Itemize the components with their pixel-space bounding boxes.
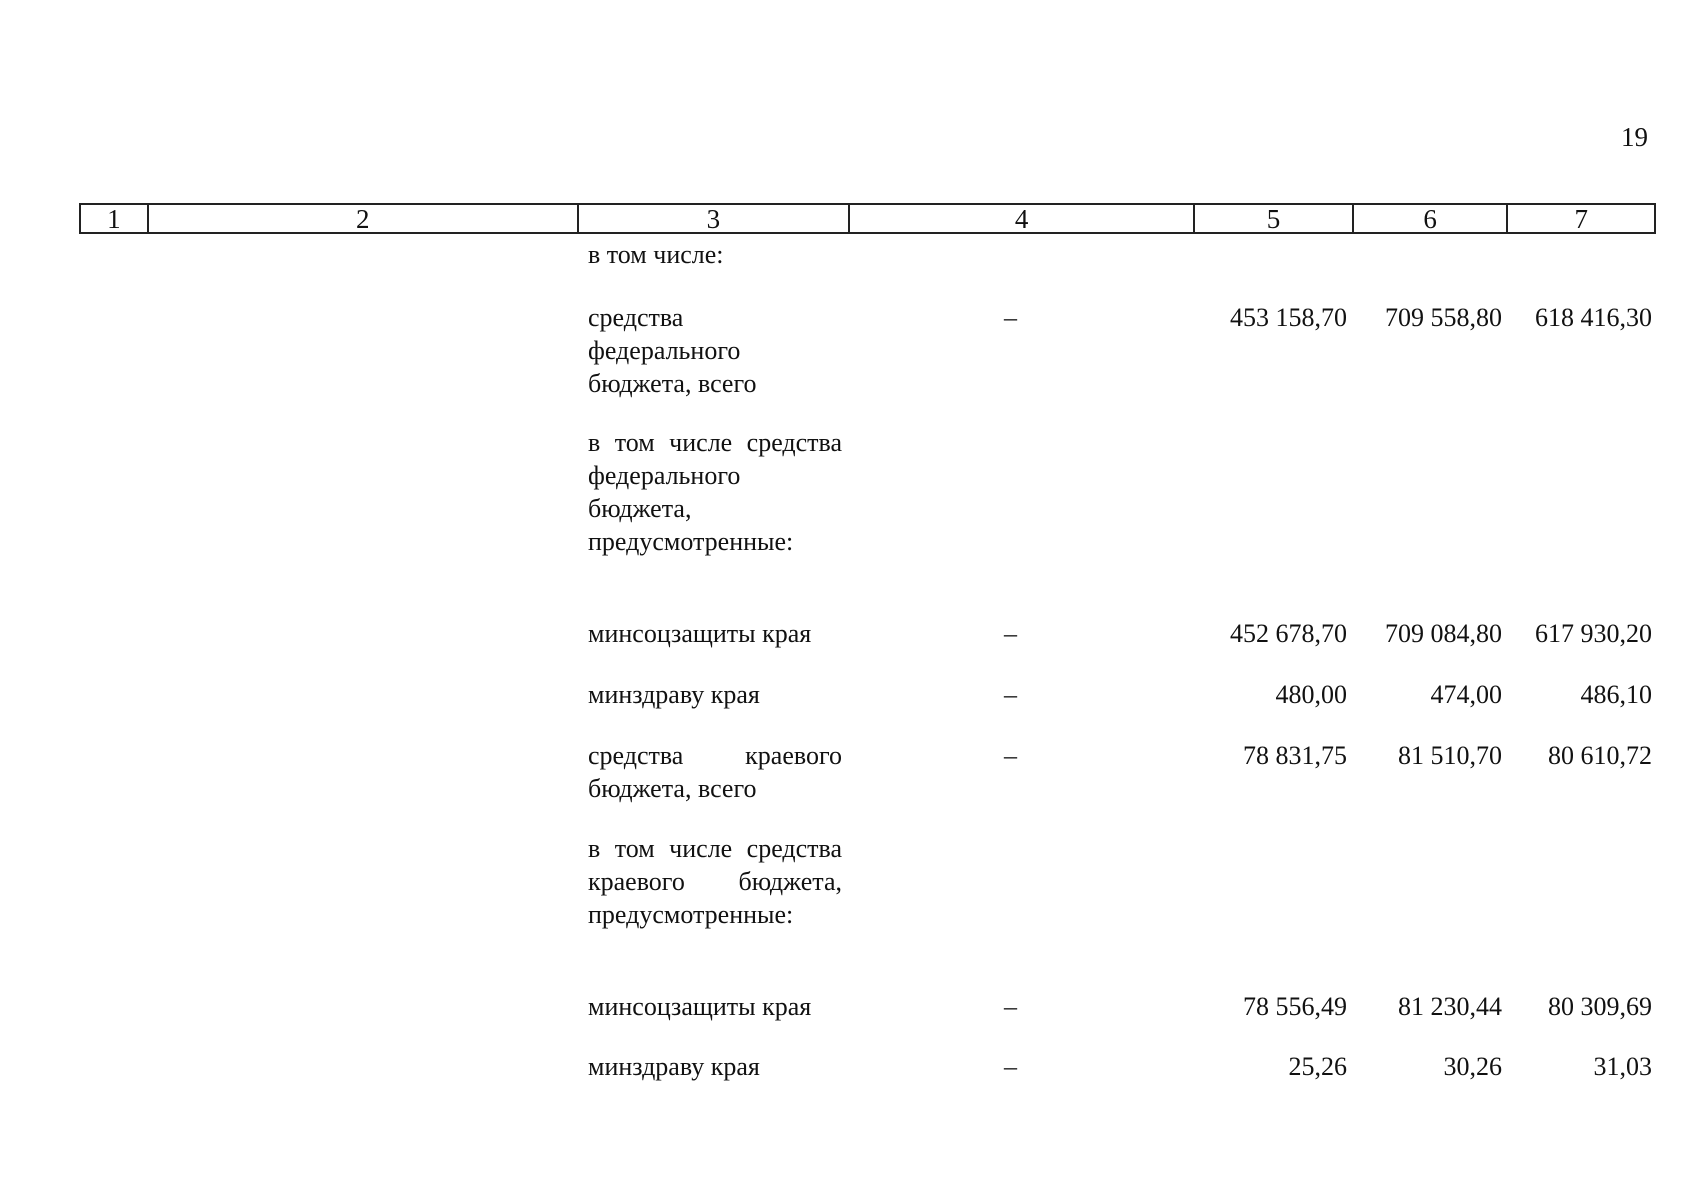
column-number-1: 1	[81, 205, 149, 232]
column-5-value: 25,26	[1288, 1052, 1347, 1081]
column-6-value: 81 510,70	[1398, 741, 1502, 770]
column-number-7: 7	[1574, 204, 1588, 234]
row-label: средства федерального бюджета, всего	[588, 303, 757, 398]
row-label: минздраву края	[588, 1052, 760, 1081]
row-label: в том числе средства федерального бюджета, предусмотренные:	[588, 428, 842, 556]
column-4-value: –	[1004, 741, 1017, 770]
column-number-3: 3	[579, 205, 850, 232]
column-number-2: 2	[149, 205, 579, 232]
row-label: в том числе:	[588, 240, 724, 269]
column-6-value: 709 558,80	[1385, 303, 1502, 332]
column-5-value: 78 556,49	[1243, 992, 1347, 1021]
column-5-value: 78 831,75	[1243, 741, 1347, 770]
column-6-value: 474,00	[1430, 680, 1502, 709]
column-number-5: 5	[1195, 205, 1354, 232]
column-5-value: 452 678,70	[1230, 619, 1347, 648]
row-label: минздраву края	[588, 680, 760, 709]
column-number-6: 6	[1354, 205, 1509, 232]
column-4-value: –	[1004, 992, 1017, 1021]
column-7-value: 31,03	[1593, 1052, 1652, 1081]
column-6-value: 81 230,44	[1398, 992, 1502, 1021]
column-7-value: 80 610,72	[1548, 741, 1652, 770]
column-4-value: –	[1004, 1052, 1017, 1081]
row-label: в том числе средства краевого бюджета, предусмотренные:	[588, 834, 842, 929]
row-label: минсоцзащиты края	[588, 992, 812, 1021]
column-6-value: 30,26	[1443, 1052, 1502, 1081]
column-5-value: 453 158,70	[1230, 303, 1347, 332]
row-label: минсоцзащиты края	[588, 619, 812, 648]
column-number-4: 4	[850, 205, 1195, 232]
column-4-value: –	[1004, 303, 1017, 332]
column-4-value: –	[1004, 619, 1017, 648]
column-7-value: 80 309,69	[1548, 992, 1652, 1021]
page-number: 19	[1621, 122, 1648, 152]
column-5-value: 480,00	[1275, 680, 1347, 709]
table-column-number-header	[79, 203, 1656, 234]
column-7-value: 618 416,30	[1535, 303, 1652, 332]
column-7-value: 617 930,20	[1535, 619, 1652, 648]
column-4-value: –	[1004, 680, 1017, 709]
column-7-value: 486,10	[1580, 680, 1652, 709]
row-label: средства краевого бюджета, всего	[588, 741, 842, 803]
column-6-value: 709 084,80	[1385, 619, 1502, 648]
